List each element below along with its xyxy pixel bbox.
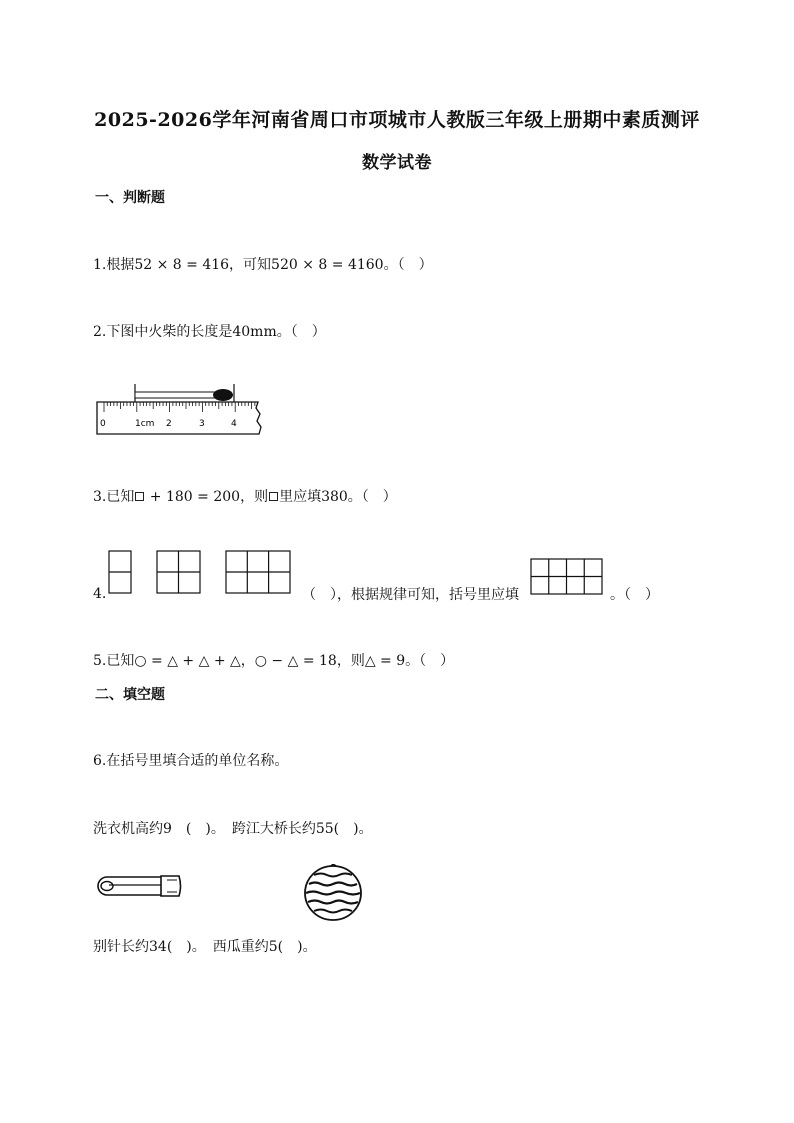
question-6-line-1: 洗衣机高约9 ( )。 跨江大桥长约55( )。 <box>93 821 373 837</box>
grid-2x2-figure <box>156 550 202 594</box>
question-4-end: 。（ ） <box>610 587 659 603</box>
match-icon <box>135 384 234 402</box>
square-symbol-icon <box>135 492 144 501</box>
ruler-label: 4 <box>231 419 237 429</box>
ruler-label: 0 <box>100 419 106 429</box>
question-5: 5.已知○ = △ + △ + △，○ − △ = 18，则△ = 9。（ ） <box>93 653 455 669</box>
grid-4x2-answer-figure <box>530 558 604 596</box>
safety-pin-icon <box>97 873 183 899</box>
ruler-label: 2 <box>166 419 172 429</box>
ruler-match-figure <box>96 380 266 438</box>
ruler-label: 3 <box>199 419 205 429</box>
question-4-number: 4. <box>93 586 107 602</box>
paper-subtitle: 数学试卷 <box>362 153 432 173</box>
grid-3x2-figure <box>225 550 292 594</box>
question-1: 1.根据52 × 8 = 416，可知520 × 8 = 4160。（ ） <box>93 257 433 273</box>
paper-title: 2025-2026学年河南省周口市项城市人教版三年级上册期中素质测评 <box>94 109 700 131</box>
section-heading-judgment: 一、判断题 <box>95 190 165 206</box>
question-3: 3.已知 + 180 = 200，则 里应填380。（ ） <box>93 489 397 505</box>
section-heading-fill-blank: 二、填空题 <box>95 687 165 703</box>
question-4-text: （ ），根据规律可知，括号里应填 <box>302 587 519 603</box>
square-symbol-icon <box>269 492 278 501</box>
ruler-label: 1cm <box>135 419 155 429</box>
grid-1x2-figure <box>108 550 133 594</box>
question-6-line-2: 别针长约34( )。 西瓜重约5( )。 <box>93 939 317 955</box>
watermelon-icon <box>303 864 363 922</box>
question-2: 2.下图中火柴的长度是40mm。（ ） <box>93 324 326 340</box>
question-6: 6.在括号里填合适的单位名称。 <box>93 753 289 769</box>
